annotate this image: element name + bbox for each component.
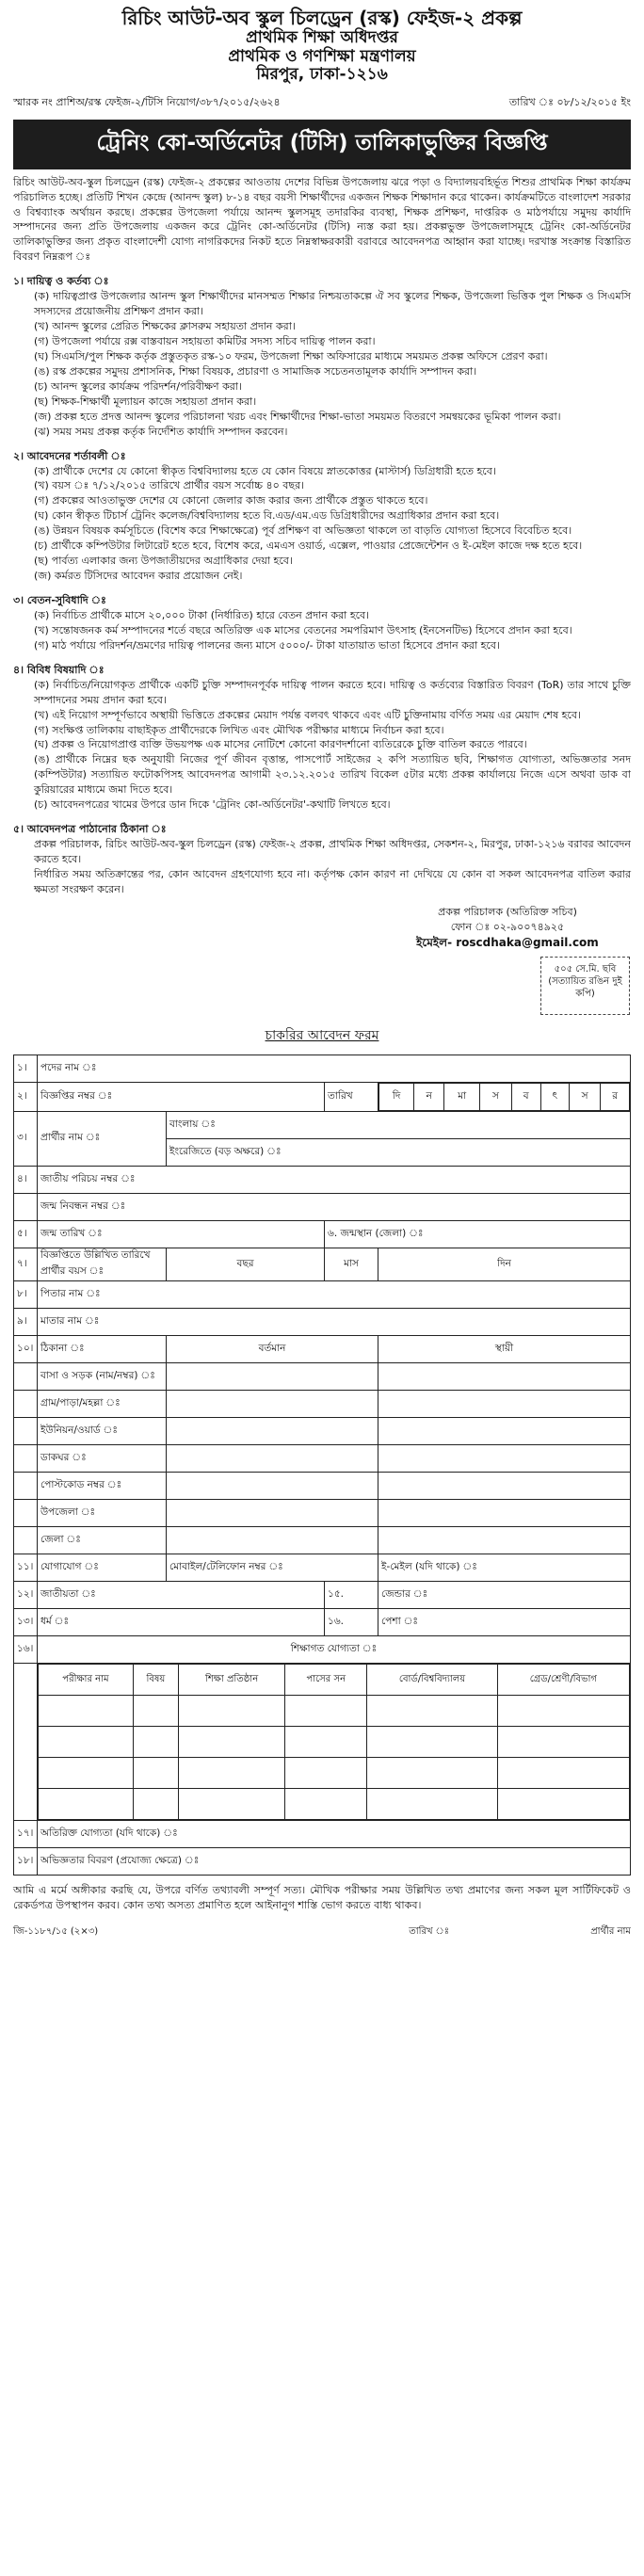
row-number (14, 1391, 38, 1418)
section-item: (ক) প্রার্থীকে দেশের যে কোনো স্বীকৃত বিশ্ববিদ্যালয় হতে যে কোন বিষয়ে স্নাতকোত্তর (মাস্টার্স) ডিগ্রিধারী হতে হবে। (34, 464, 496, 477)
row-number: ১৬। (14, 1636, 38, 1664)
section-item: (খ) বয়স ঃ ৭/১২/২০১৫ তারিখে প্রার্থীর বয়স সর্বোচ্চ ৪০ বছর। (34, 479, 305, 492)
notice-section (13, 822, 631, 897)
section-item: (গ) প্রকল্পের আওতাভুক্ত দেশের যে কোনো জেলার কাজ করার জন্য প্রার্থীকে প্রস্তুত থাকতে হবে। (34, 494, 428, 507)
mobile-field[interactable]: মোবাইল/টেলিফোন নম্বর ঃ (167, 1554, 378, 1582)
row-number: ১৩। (14, 1609, 38, 1636)
education-column-header: পরীক্ষার নাম (39, 1665, 134, 1696)
office-address: মিরপুর, ঢাকা-১২১৬ (256, 65, 388, 85)
education-cell[interactable] (285, 1758, 367, 1789)
religion-field[interactable]: ধর্ম ঃ (38, 1609, 325, 1636)
education-row (39, 1696, 630, 1727)
age-label: বিজ্ঞপ্তিতে উল্লিখিত তারিখে প্রার্থীর বয়স ঃ (38, 1248, 167, 1281)
education-cell[interactable] (367, 1727, 497, 1758)
signatory-email: ইমেইল- roscdhaka@gmail.com (416, 935, 599, 949)
address-line-label: পোস্টকোড নম্বর ঃ (38, 1473, 167, 1500)
signatory-title: প্রকল্প পরিচালক (অতিরিক্ত সচিব) (438, 905, 577, 918)
section-item: (খ) এই নিয়োগ সম্পূর্ণভাবে অস্থায়ী ভিত্তিতে প্রকল্পের মেয়াদ পর্যন্ত বলবৎ থাকবে এবং এটি চুক্তিনামায় বর্ণিত সময় এর মেয়াদ শেষ হবে। (34, 708, 581, 721)
education-cell[interactable] (39, 1789, 134, 1820)
application-form (13, 1055, 631, 1876)
education-column-header: পাসের সন (285, 1665, 367, 1696)
section-item: (ক) নির্বাচিত প্রার্থীকে মাসে ২০,০০০ টাকা (নির্ধারিত) হারে বেতন প্রদান করা হবে। (34, 608, 370, 621)
education-column-header: বোর্ড/বিশ্ববিদ্যালয় (367, 1665, 497, 1696)
section-item: (ছ) শিক্ষক-শিক্ষার্থী মূল্যায়ন কাজে সহায়তা প্রদান করা। (34, 394, 257, 408)
section-title: ১। দায়িত্ব ও কর্তব্য ঃ (13, 275, 109, 288)
address-line-label: ডাকঘর ঃ (38, 1445, 167, 1473)
row-number: ১১। (14, 1554, 38, 1582)
education-column-header: শিক্ষা প্রতিষ্ঠান (178, 1665, 284, 1696)
form-row (14, 1281, 631, 1309)
section-item: (ক) নির্বাচিত/নিয়োগকৃত প্রার্থীকে একটি চুক্তি সম্পাদনপূর্বক দায়িত্ব পালন করতে হবে। দায়িত্ব ও কর্তব্যের বিস্তারিত বিবরণ (ToR) তার সাথে চুক্তি সম্পাদনের সময় প্রদান করা হবে। (34, 678, 631, 706)
section-item: (ঘ) কোন স্বীকৃত টিচার্স ট্রেনিং কলেজ/বিশ্ববিদ্যালয় হতে বি.এড/এম.এড ডিগ্রিধারীদের অগ্রাধিকার প্রদান করা হবে। (34, 509, 500, 523)
section-item: (ঘ) সিএমসি/পুল শিক্ষক কর্তৃক প্রস্তুতকৃত রস্ক-১০ ফরম, উপজেলা শিক্ষা অফিসারের মাধ্যমে সময়মত প্রকল্প অফিসে প্রেরণ করা। (34, 349, 548, 362)
form-row (14, 1821, 631, 1848)
date-cells[interactable] (378, 1083, 631, 1112)
education-cell[interactable] (133, 1789, 178, 1820)
form-row (14, 1664, 631, 1821)
footer (13, 1924, 631, 1940)
education-cell[interactable] (285, 1789, 367, 1820)
address-row (14, 1418, 631, 1445)
row-number (14, 1418, 38, 1445)
section-items (13, 608, 631, 653)
section-item: (জ) কর্মরত টিসিদের আবেদন করার প্রয়োজন নেই। (34, 570, 243, 583)
row-number: ১০। (14, 1336, 38, 1363)
section-item: (জ) প্রকল্প হতে প্রদত্ত আনন্দ স্কুলের পরিচালনা খরচ এবং শিক্ষার্থীদের শিক্ষা-ভাতা সময়মত বিতরণে সমন্বয়কের ভূমিকা পালন করা। (34, 410, 561, 423)
form-row (14, 1582, 631, 1609)
education-cell[interactable] (367, 1758, 497, 1789)
memo-date: তারিখ ঃ ০৮/১২/২০১৫ ইং (508, 95, 631, 108)
address-row (14, 1473, 631, 1500)
post-name-field[interactable]: পদের নাম ঃ (38, 1055, 631, 1083)
date-cell[interactable]: দি (379, 1084, 414, 1111)
section-item: (চ) প্রার্থীকে কম্পিউটার লিটারেট হতে হবে, বিশেষ করে, এমএস ওয়ার্ড, এক্সেল, পাওয়ার প্রেজেন্টেশন ও ই-মেইল কাজে দক্ষ হতে হবে। (34, 539, 583, 553)
address-row (14, 1527, 631, 1554)
education-cell[interactable] (39, 1696, 134, 1727)
date-cell[interactable]: মা (444, 1084, 480, 1111)
section-item: (ছ) পার্বত্য এলাকার জন্য উপজাতীয়দের অগ্রাধিকার দেয়া হবে। (34, 555, 293, 568)
form-row (14, 1336, 631, 1363)
memo-line (13, 94, 631, 112)
row-number (14, 1445, 38, 1473)
applicant-name-label: প্রার্থীর নাম ঃ (38, 1112, 167, 1167)
date-cell[interactable]: র (601, 1084, 630, 1111)
permanent-address-field[interactable] (378, 1473, 631, 1500)
notice-section (13, 449, 631, 584)
nationality-field[interactable]: জাতীয়তা ঃ (38, 1582, 325, 1609)
address-line-label: জেলা ঃ (38, 1527, 167, 1554)
section-item: (ক) দায়িত্বপ্রাপ্ত উপজেলার আনন্দ স্কুল শিক্ষার্থীদের মানসম্মত শিক্ষার নিশ্চয়তাকল্পে ঐ সব স্কুলের শিক্ষক, উপজেলা ভিত্তিক পুল শিক্ষক ও সিএমসি সদস্যদের প্রয়োজনীয় প্রশিক্ষণ প্রদান করা। (34, 290, 631, 318)
present-address-field[interactable] (167, 1500, 378, 1527)
address-line-label: উপজেলা ঃ (38, 1500, 167, 1527)
form-row (14, 1848, 631, 1876)
form-row (14, 1636, 631, 1664)
father-name-field[interactable]: পিতার নাম ঃ (38, 1281, 631, 1309)
address-row (14, 1391, 631, 1418)
row-number (14, 1194, 38, 1221)
section-item: (ঙ) রস্ক প্রকল্পের সমুদয় প্রশাসনিক, শিক্ষা বিষয়ক, প্রচারণা ও সামাজিক সচেতনতামূলক কার্যাদি সম্পাদন করা। (34, 364, 477, 378)
section-items (13, 837, 631, 897)
footer-date: তারিখ ঃ (409, 1925, 450, 1937)
section-item: প্রকল্প পরিচালক, রিচিং আউট-অব-স্কুল চিলড্রেন (রস্ক) ফেইজ-২ প্রকল্প, প্রাথমিক শিক্ষা অধিদপ্তর, সেকশন-২, মিরপুর, ঢাকা-১২১৬ বরাবর আবেদন করতে হবে। (34, 838, 631, 866)
notice-section (13, 274, 631, 439)
birth-date-field[interactable]: জন্ম তারিখ ঃ (38, 1221, 325, 1248)
education-column-header: বিষয় (133, 1665, 178, 1696)
present-address-field[interactable] (167, 1418, 378, 1445)
permanent-address-field[interactable] (378, 1500, 631, 1527)
project-name: রিচিং আউট-অব স্কুল চিলড্রেন (রস্ক) ফেইজ-২ প্রকল্প (121, 7, 523, 29)
section-item: (গ) মাঠ পর্যায়ে পরিদর্শন/ভ্রমণের দায়িত্ব পালনের জন্য মাসে ৫০০০/- টাকা যাতায়াত ভাতা হিসেবে প্রদান করা হবে। (34, 638, 500, 652)
row-number: ৭। (14, 1248, 38, 1281)
section-item: (গ) উপজেলা পর্যায়ে রক্স বাস্তবায়ন সহায়তা কমিটির সদস্য সচিব দায়িত্ব পালন করা। (34, 335, 376, 348)
section-items (13, 678, 631, 813)
row-number: ১। (14, 1055, 38, 1083)
education-cell[interactable] (367, 1789, 497, 1820)
section-item: (চ) আবেদনপত্রের খামের উপরে ডান দিকে 'ট্রেনিং কো-অর্ডিনেটর'-কথাটি লিখতে হবে। (34, 798, 391, 812)
education-table (38, 1664, 630, 1820)
education-row (39, 1758, 630, 1789)
date-cell[interactable]: ৎ (540, 1084, 569, 1111)
present-address-field[interactable] (167, 1391, 378, 1418)
gender-field[interactable]: জেন্ডার ঃ (378, 1582, 631, 1609)
contact-label: যোগাযোগ ঃ (38, 1554, 167, 1582)
row-number (14, 1664, 38, 1821)
section-item: (খ) আনন্দ স্কুলের প্রেরিত শিক্ষকের ক্লাসরুম সহায়তা প্রদান করা। (34, 320, 296, 333)
permanent-address-field[interactable] (378, 1527, 631, 1554)
education-cell[interactable] (178, 1758, 284, 1789)
education-row (39, 1727, 630, 1758)
declaration: আমি এ মর্মে অঙ্গীকার করছি যে, উপরে বর্ণিত তথ্যাবলী সম্পূর্ণ সত্য। মৌখিক পরীক্ষার সময় উল্লিখিত তথ্য প্রমাণের জন্য সকল মূল সার্টিফিকেট ও রেকর্ডপত্র উপস্থাপন করব। কোন তথ্য অসত্য প্রমাণিত হলে আইনানুগ শাস্তি ভোগ করতে বাধ্য থাকব। (13, 1884, 631, 1912)
email-field[interactable]: ই-মেইল (যদি থাকে) ঃ (378, 1554, 631, 1582)
address-row (14, 1363, 631, 1391)
row-number (14, 1527, 38, 1554)
notice-number-field[interactable]: বিজ্ঞপ্তির নম্বর ঃ (38, 1083, 325, 1112)
address-line-label: গ্রাম/পাড়া/মহল্লা ঃ (38, 1391, 167, 1418)
permanent-address-header: স্থায়ী (378, 1336, 631, 1363)
form-row (14, 1194, 631, 1221)
present-address-field[interactable] (167, 1445, 378, 1473)
form-title: চাকরির আবেদন ফরম (265, 1028, 379, 1044)
address-row (14, 1445, 631, 1473)
section-item: (ঙ) উন্নয়ন বিষয়ক কর্মসূচিতে (বিশেষ করে শিক্ষাক্ষেত্রে) পূর্ব প্রশিক্ষণ বা অভিজ্ঞতা থাকলে তা বাড়তি যোগ্যতা হিসেবে বিবেচিত হবে। (34, 524, 572, 538)
present-address-field[interactable] (167, 1363, 378, 1391)
directorate-name: প্রাথমিক শিক্ষা অধিদপ্তর (246, 28, 398, 47)
row-number: ১৮। (14, 1848, 38, 1876)
form-row (14, 1083, 631, 1112)
section-item: (ঙ) প্রার্থীকে নিম্নের ছক অনুযায়ী নিজের পূর্ণ জীবন বৃত্তান্ত, পাসপোর্ট সাইজের ২ কপি সত্যায়িত ছবি, শিক্ষাগত যোগ্যতা, অভিজ্ঞতার সনদ (কম্পিউটার) সত্যায়িত ফটোকপিসহ আবেদনপত্র আগামী ২৩.১২.২০১৫ তারিখ বিকেল ৫টার মধ্যে প্রকল্প কার্যালয়ে নিজে এসে অথবা ডাক বা কুরিয়ারের মাধ্যমে জমা দিতে হবে। (34, 753, 631, 797)
form-row (14, 1055, 631, 1083)
signature-block (390, 905, 625, 951)
education-cell[interactable] (497, 1789, 629, 1820)
date-cell[interactable]: স (480, 1084, 511, 1111)
age-year-field[interactable]: বছর (167, 1248, 325, 1281)
section-item: (গ) সংক্ষিপ্ত তালিকায় বাছাইকৃত প্রার্থীদেরকে লিখিত এবং মৌখিক পরীক্ষার মাধ্যমে নির্বাচন করা হবে। (34, 723, 444, 736)
form-row (14, 1609, 631, 1636)
section-item: (খ) সন্তোষজনক কর্ম সম্পাদনের শর্তে বছরে অতিরিক্ত এক মাসের বেতনের সমপরিমাণ উৎসাহ (ইনসেনটিভ) হিসেবে প্রদান করা হবে। (34, 623, 572, 636)
date-cell[interactable]: ন (414, 1084, 444, 1111)
permanent-address-field[interactable] (378, 1363, 631, 1391)
age-day-field[interactable]: দিন (378, 1248, 631, 1281)
education-cell[interactable] (178, 1789, 284, 1820)
education-cell[interactable] (133, 1727, 178, 1758)
present-address-header: বর্তমান (167, 1336, 378, 1363)
address-line-label: ইউনিয়ন/ওয়ার্ড ঃ (38, 1418, 167, 1445)
form-row (14, 1309, 631, 1336)
row-number: ১৫. (325, 1582, 378, 1609)
address-row (14, 1500, 631, 1527)
permanent-address-field[interactable] (378, 1418, 631, 1445)
section-item: (চ) আনন্দ স্কুলের কার্যক্রম পরিদর্শন/পরিবীক্ষণ করা। (34, 379, 242, 393)
notice-banner: ট্রেনিং কো-অর্ডিনেটর (টিসি) তালিকাভুক্তির বিজ্ঞপ্তি (13, 120, 631, 169)
row-number (14, 1473, 38, 1500)
occupation-field[interactable]: পেশা ঃ (378, 1609, 631, 1636)
intro-paragraph: রিচিং আউট-অব-স্কুল চিলড্রেন (রস্ক) ফেইজ-২ প্রকল্পের আওতায় দেশের বিভিন্ন উপজেলায় ঝরে পড়া ও বিদ্যালয়বহির্ভূত শিশুর প্রাথমিক শিক্ষা কার্যক্রম পরিচালিত হচ্ছে। প্রতিটি শিখন কেন্দ্রে (আনন্দ স্কুল) ৮-১৪ বছর বয়সী শিক্ষার্থীদের একজন শিক্ষক শিক্ষাদান করে থাকেন। কার্যক্রমটিতে বাংলাদেশ সরকার ও বিশ্বব্যাংক অর্থায়ন করছে। প্রকল্পের উপজেলা পর্যায়ে আনন্দ স্কুলসমূহ তদারকির ব্যবস্থা, শিক্ষক প্রশিক্ষণ, দাপ্তরিক ও মাঠপর্যায়ে সমুদয় কার্যাদি সম্পাদনের জন্য প্রতি উপজেলায় একজন করে ট্রেনিং কো-অর্ডিনেটর (টিসি) ন্যস্ত করা হয়। প্রকল্পভুক্ত উপজেলাসমূহে ট্রেনিং কো-অর্ডিনেটর তালিকাভুক্তির জন্য প্রকৃত বাংলাদেশী যোগ্য নাগরিকদের নিকট হতে নিম্নস্বাক্ষরকারী বরাবরে আবেদনপত্র আহ্বান করা যাচ্ছে। দরখাস্ত সংক্রান্ত বিস্তারিত বিবরণ নিম্নরূপ ঃ (13, 175, 631, 264)
section-title: ৫। আবেদনপত্র পাঠানোর ঠিকানা ঃ (13, 823, 167, 836)
ministry-name: প্রাথমিক ও গণশিক্ষা মন্ত্রণালয় (228, 46, 416, 66)
notice-section (13, 663, 631, 813)
education-cell[interactable] (497, 1758, 629, 1789)
education-cell[interactable] (178, 1727, 284, 1758)
form-row (14, 1554, 631, 1582)
education-cell[interactable] (367, 1696, 497, 1727)
permanent-address-field[interactable] (378, 1391, 631, 1418)
permanent-address-field[interactable] (378, 1445, 631, 1473)
education-cell[interactable] (133, 1758, 178, 1789)
form-row (14, 1221, 631, 1248)
row-number: ৩। (14, 1112, 38, 1167)
photo-box: ৫০৫ সে.মি. ছবি (সত্যায়িত রঙিন দুই কপি) (540, 957, 630, 1015)
form-row (14, 1112, 631, 1139)
birth-reg-field[interactable]: জন্ম নিবন্ধন নম্বর ঃ (38, 1194, 631, 1221)
education-cell[interactable] (285, 1696, 367, 1727)
address-line-label: বাসা ও সড়ক (নাম/নম্বর) ঃ (38, 1363, 167, 1391)
education-column-header: গ্রেড/শ্রেণী/বিভাগ (497, 1665, 629, 1696)
section-title: ৩। বেতন-সুবিধাদি ঃ (13, 594, 106, 607)
row-number: ৯। (14, 1309, 38, 1336)
footer-code: জি-১১৮৭/১৫ (২×৩) (13, 1925, 99, 1937)
education-label: শিক্ষাগত যোগ্যতা ঃ (38, 1636, 631, 1664)
date-cell[interactable]: স (569, 1084, 600, 1111)
mother-name-field[interactable]: মাতার নাম ঃ (38, 1309, 631, 1336)
footer-sign: প্রার্থীর নাম (590, 1925, 631, 1937)
row-number: ২। (14, 1083, 38, 1112)
date-label: তারিখ (325, 1083, 378, 1112)
present-address-field[interactable] (167, 1473, 378, 1500)
education-cell[interactable] (497, 1696, 629, 1727)
row-number: ৪। (14, 1167, 38, 1194)
form-row (14, 1167, 631, 1194)
address-label: ঠিকানা ঃ (38, 1336, 167, 1363)
education-cell[interactable] (497, 1727, 629, 1758)
education-cell[interactable] (39, 1758, 134, 1789)
section-item: (ঝ) সময় সময় প্রকল্প কর্তৃক নির্দেশিত কার্যাদি সম্পাদন করবেন। (34, 425, 288, 438)
section-items (13, 289, 631, 439)
birth-district-field[interactable]: ৬. জন্মস্থান (জেলা) ঃ (325, 1221, 631, 1248)
row-number: ১৭। (14, 1821, 38, 1848)
education-row (39, 1789, 630, 1820)
name-bangla-field[interactable]: বাংলায় ঃ (167, 1112, 631, 1139)
section-title: ৪। বিবিধ বিষয়াদি ঃ (13, 663, 105, 676)
sections (13, 274, 631, 897)
experience-field[interactable]: অভিজ্ঞতার বিবরণ (প্রযোজ্য ক্ষেত্রে) ঃ (38, 1848, 631, 1876)
date-cell[interactable]: ব (511, 1084, 540, 1111)
row-number: ৮। (14, 1281, 38, 1309)
memo-number: স্মারক নং প্রাশিঅ/রস্ক ফেইজ-২/টিসি নিয়োগ/৩৮৭/২০১৫/২৬২৪ (13, 95, 281, 108)
education-cell[interactable] (133, 1696, 178, 1727)
education-cell (38, 1664, 631, 1821)
education-cell[interactable] (285, 1727, 367, 1758)
age-month-field[interactable]: মাস (325, 1248, 378, 1281)
row-number: ১২। (14, 1582, 38, 1609)
row-number (14, 1363, 38, 1391)
date-box (378, 1083, 630, 1111)
form-row (14, 1248, 631, 1281)
notice-section (13, 593, 631, 653)
row-number: ১৬. (325, 1609, 378, 1636)
signatory-phone: ফোন ঃ ০২-৯০০৭৪৯২৫ (450, 920, 565, 933)
nid-field[interactable]: জাতীয় পরিচয় নম্বর ঃ (38, 1167, 631, 1194)
extra-qualification-field[interactable]: অতিরিক্ত যোগ্যতা (যদি থাকে) ঃ (38, 1821, 631, 1848)
section-item: নির্ধারিত সময় অতিক্রান্তের পর, কোন আবেদন গ্রহণযোগ্য হবে না। কর্তৃপক্ষ কোন কারণ না দেখিয়ে যে কোন বা সকল আবেদনপত্র বাতিল করার ক্ষমতা সংরক্ষণ করেন। (34, 867, 631, 895)
present-address-field[interactable] (167, 1527, 378, 1554)
section-item: (ঘ) প্রকল্প ও নিয়োগপ্রাপ্ত ব্যক্তি উভয়পক্ষ এক মাসের নোটিশে কোনো কারণদর্শানো ব্যতিরেকে চুক্তি বাতিল করতে পারবে। (34, 738, 527, 751)
section-title: ২। আবেদনের শর্তাবলী ঃ (13, 449, 126, 462)
education-cell[interactable] (39, 1727, 134, 1758)
address-rows (14, 1363, 631, 1554)
section-items (13, 464, 631, 585)
name-english-field[interactable]: ইংরেজিতে (বড় অক্ষরে) ঃ (167, 1139, 631, 1167)
education-cell[interactable] (178, 1696, 284, 1727)
row-number (14, 1500, 38, 1527)
row-number: ৫। (14, 1221, 38, 1248)
